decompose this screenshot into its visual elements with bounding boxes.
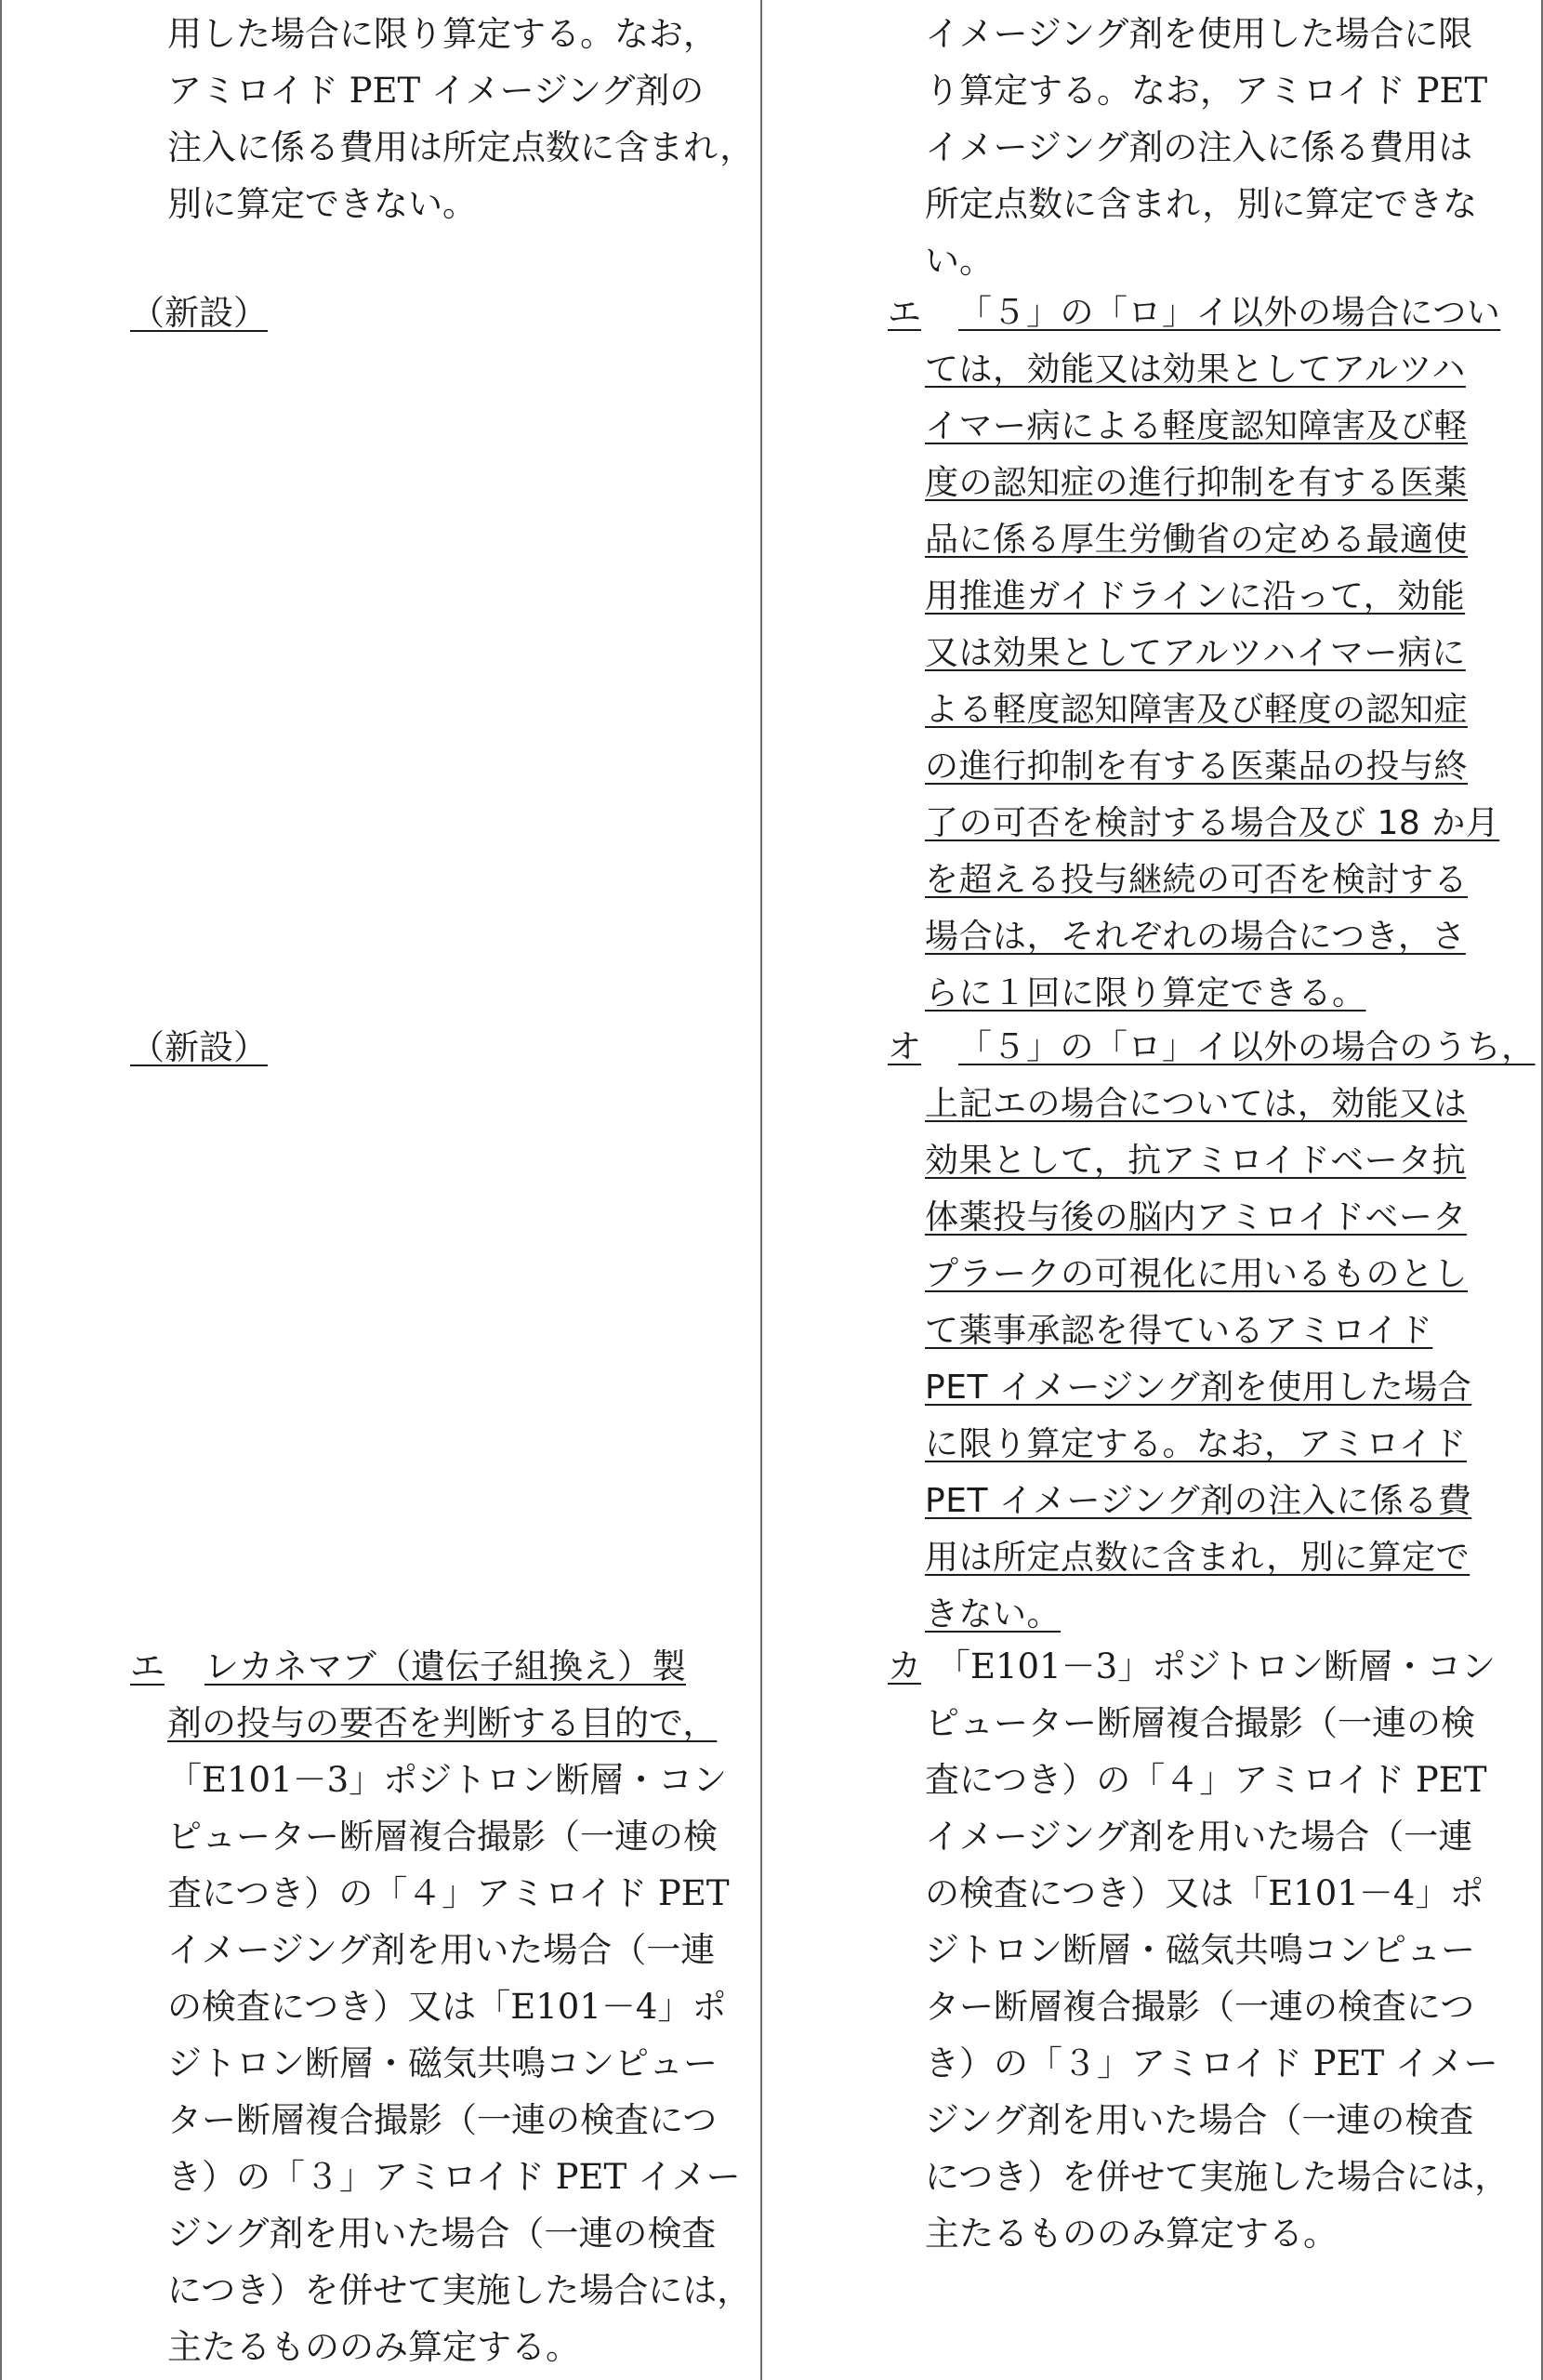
text-line: よる軽度認知障害及び軽度の認知症 <box>925 691 1469 729</box>
text-line: 場合は，それぞれの場合につき，さ <box>925 918 1466 956</box>
text-line: 査につき）の「４」アミロイド PET <box>925 1760 1487 1800</box>
text-line: ては，効能又は効果としてアルツハ <box>925 350 1466 389</box>
text-line: ジング剤を用いた場合（一連の検査 <box>167 2214 717 2254</box>
right-item-o-text <box>925 1019 1536 1643</box>
text-line: 主たるもののみ算定する。 <box>167 2327 580 2367</box>
text-line: を超える投与継続の可否を検討する <box>925 861 1469 899</box>
right-paragraph-1 <box>925 6 1520 289</box>
text-line: PET イメージング剤の注入に係る費 <box>925 1482 1472 1520</box>
text-line: 「E101－3」ポジトロン断層・コン <box>936 1646 1497 1686</box>
text-line: 注入に係る費用は所定点数に含まれ， <box>167 127 755 167</box>
left-new-label-1: （新設） <box>130 293 268 333</box>
text-line: 「５」の「ロ」イ以外の場合につい <box>958 294 1501 332</box>
text-line: 了の可否を検討する場合及び 18 か月 <box>925 804 1500 842</box>
text-line: イメージング剤を用いた場合（一連 <box>925 1817 1473 1857</box>
text-line: イマー病による軽度認知障害及び軽 <box>925 407 1469 445</box>
text-line: イメージング剤を使用した場合に限 <box>925 14 1473 54</box>
text-line: 品に係る厚生労働省の定める最適使 <box>925 521 1469 559</box>
text-line: きない。 <box>925 1595 1062 1633</box>
left-item-e-text <box>167 1638 753 2375</box>
text-line: アミロイド PET イメージング剤の <box>167 71 705 111</box>
text-line: イメージング剤を用いた場合（一連 <box>167 1930 716 1970</box>
text-line: 上記エの場合については，効能又は <box>925 1085 1468 1123</box>
text-line: 度の認知症の進行抑制を有する医薬 <box>925 464 1469 502</box>
text-line: イメージング剤の注入に係る費用は <box>925 127 1473 167</box>
text-line: 所定点数に含まれ，別に算定できな <box>925 184 1478 224</box>
right-item-e-text <box>925 284 1520 1022</box>
text-line: 用推進ガイドラインに沿って，効能 <box>925 577 1466 615</box>
text-line: て薬事承認を得ているアミロイド <box>925 1312 1433 1350</box>
text-line: レカネマブ（遺伝子組換え）製 <box>204 1646 686 1686</box>
text-line: 主たるもののみ算定する。 <box>925 2214 1338 2254</box>
text-line: 用した場合に限り算定する。なお， <box>167 14 718 54</box>
text-line: 「E101－3」ポジトロン断層・コン <box>167 1760 728 1800</box>
text-line: ジング剤を用いた場合（一連の検査 <box>925 2100 1474 2140</box>
text-line: 効果として，抗アミロイドベータ抗 <box>925 1142 1467 1180</box>
text-line: ター断層複合撮影（一連の検査につ <box>925 1987 1475 2027</box>
right-item-e-label: エ <box>888 294 922 332</box>
text-line: ピューター断層複合撮影（一連の検 <box>167 1817 718 1857</box>
text-line: の進行抑制を有する医薬品の投与終 <box>925 747 1469 786</box>
left-new-label-2: （新設） <box>130 1027 268 1067</box>
text-line: 体薬投与後の脳内アミロイドベータ <box>925 1198 1467 1236</box>
text-line: プラークの可視化に用いるものとし <box>925 1255 1469 1293</box>
text-line: につき）を併せて実施した場合には， <box>167 2270 752 2310</box>
left-paragraph-1 <box>167 6 753 232</box>
text-line: き）の「３」アミロイド PET イメー <box>925 2043 1498 2083</box>
text-line: PET イメージング剤を使用した場合 <box>925 1368 1472 1407</box>
text-line: ピューター断層複合撮影（一連の検 <box>925 1703 1475 1743</box>
text-line: 査につき）の「４」アミロイド PET <box>167 1873 730 1913</box>
text-line: につき）を併せて実施した場合には， <box>925 2157 1510 2197</box>
right-item-ka-text <box>925 1638 1520 2262</box>
text-line: き）の「３」アミロイド PET イメー <box>167 2157 741 2197</box>
text-line: 剤の投与の要否を判断する目的で， <box>167 1703 718 1743</box>
text-line: 用は所定点数に含まれ，別に算定で <box>925 1539 1470 1577</box>
text-line: ジトロン断層・磁気共鳴コンピュー <box>925 1930 1475 1970</box>
text-line: の検査につき）又は「E101－4」ポ <box>167 1987 727 2027</box>
text-line: の検査につき）又は「E101－4」ポ <box>925 1873 1484 1913</box>
text-line: り算定する。なお，アミロイド PET <box>925 71 1488 111</box>
text-line: 又は効果としてアルツハイマー病に <box>925 634 1466 672</box>
text-line: 「５」の「ロ」イ以外の場合のうち， <box>958 1028 1536 1066</box>
text-line: に限り算定する。なお，アミロイド <box>925 1425 1467 1463</box>
text-line: ター断層複合撮影（一連の検査につ <box>167 2100 718 2140</box>
left-item-e-label: エ <box>130 1646 165 1686</box>
right-item-ka-label: カ <box>888 1647 922 1686</box>
text-line: い。 <box>925 241 994 281</box>
text-line: らに１回に限り算定できる。 <box>925 974 1366 1012</box>
text-line: 別に算定できない。 <box>167 184 477 224</box>
text-line: ジトロン断層・磁気共鳴コンピュー <box>167 2043 718 2083</box>
right-item-o-label: オ <box>888 1028 922 1066</box>
column-divider <box>760 0 762 2380</box>
